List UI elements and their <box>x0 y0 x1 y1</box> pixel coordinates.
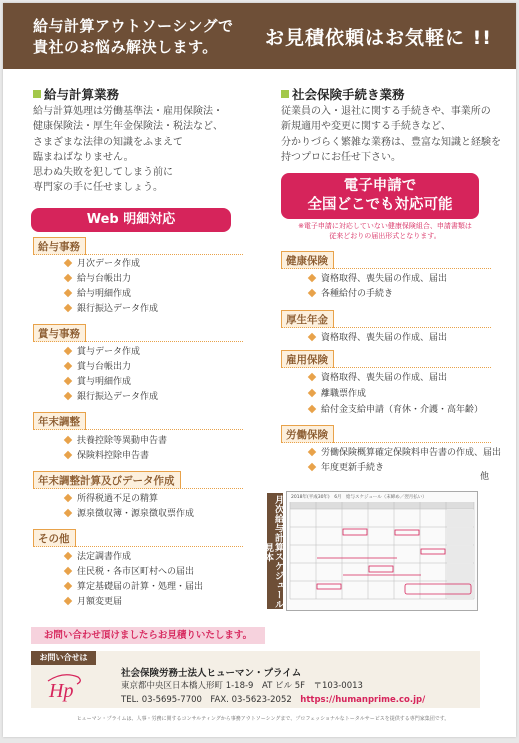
category-year-end: 年末調整 <box>33 412 86 430</box>
list-item: 銀行振込データ作成 <box>65 301 158 314</box>
diamond-bullet-icon <box>64 304 72 312</box>
other-note: 他 <box>480 472 490 482</box>
list-item: 賞与データ作成 <box>65 344 140 357</box>
category-payroll: 給与事務 <box>33 237 86 255</box>
list-item: 月次データ作成 <box>65 256 140 269</box>
diamond-bullet-icon <box>64 494 72 502</box>
diamond-bullet-icon <box>308 274 316 282</box>
company-name: 社会保険労務士法人ヒューマン・プライム <box>121 668 302 679</box>
square-bullet-icon <box>281 90 289 98</box>
company-phone-fax: TEL. 03-5695-7700 FAX. 03-5623-2052 https://humanprime.co.jp/ <box>121 695 426 705</box>
category-health-insurance: 健康保険 <box>281 251 334 269</box>
diamond-bullet-icon <box>64 567 72 575</box>
diamond-bullet-icon <box>64 436 72 444</box>
calendar-sample-image <box>286 491 478 611</box>
diamond-bullet-icon <box>64 582 72 590</box>
list-item: 給与台帳出力 <box>65 271 131 284</box>
list-item: 離職票作成 <box>309 386 366 399</box>
diamond-bullet-icon <box>64 347 72 355</box>
category-employment-insurance: 雇用保険 <box>281 350 334 368</box>
list-item: 住民税・各市区町村への届出 <box>65 564 194 577</box>
header-banner <box>3 3 516 69</box>
diamond-bullet-icon <box>308 289 316 297</box>
diamond-bullet-icon <box>64 451 72 459</box>
list-item: 労働保険概算確定保険料申告書の作成、届出 <box>309 445 501 458</box>
list-item: 算定基礎届の計算・処理・届出 <box>65 579 203 592</box>
list-item: 賞与台帳出力 <box>65 359 131 372</box>
flyer-page <box>3 3 516 737</box>
list-item: 賞与明細作成 <box>65 374 131 387</box>
category-pension: 厚生年金 <box>281 310 334 328</box>
list-item: 年度更新手続き <box>309 460 384 473</box>
list-item: 法定調書作成 <box>65 549 131 562</box>
list-item: 資格取得、喪失届の作成、届出 <box>309 271 447 284</box>
diamond-bullet-icon <box>64 289 72 297</box>
calendar-sample-label: 月次給与計算スケジュール見本 <box>263 495 283 609</box>
header-line-2: 貴社のお悩み解決します。 <box>33 38 218 56</box>
diamond-bullet-icon <box>308 389 316 397</box>
payroll-section-title: 給与計算業務 <box>33 85 119 103</box>
list-item: 給付金支給申請（育休・介護・高年齢） <box>309 402 483 415</box>
company-address: 東京都中央区日本橋人形町 1-18-9 AT ビル 5F 〒103-0013 <box>121 681 363 691</box>
calendar-grid-graphic <box>287 492 477 610</box>
social-insurance-description: 従業員の入・退社に関する手続きや、事業所の 新規適用や変更に関する手続きなど、 分かりづらく繁雑な業務は、豊富な知識と経験を 持つプロにお任せ下さい。 <box>281 106 501 163</box>
category-labor-insurance: 労働保険 <box>281 425 334 443</box>
diamond-bullet-icon <box>308 333 316 341</box>
category-bonus: 賞与事務 <box>33 324 86 342</box>
company-url-link[interactable]: https://humanprime.co.jp/ <box>300 695 426 705</box>
diamond-bullet-icon <box>64 509 72 517</box>
diamond-bullet-icon <box>308 448 316 456</box>
e-application-note: ※電子申請に対応していない健康保険組合、申請書類は 従来どおりの届出形式となります。 <box>298 222 472 240</box>
list-item: 給与明細作成 <box>65 286 131 299</box>
diamond-bullet-icon <box>64 274 72 282</box>
list-item: 保険料控除申告書 <box>65 448 149 461</box>
diamond-bullet-icon <box>64 377 72 385</box>
list-item: 源泉徴収簿・源泉徴収票作成 <box>65 506 194 519</box>
square-bullet-icon <box>33 90 41 98</box>
diamond-bullet-icon <box>64 259 72 267</box>
category-other: その他 <box>33 529 76 547</box>
list-item: 所得税過不足の精算 <box>65 491 158 504</box>
category-year-end-calc: 年末調整計算及びデータ作成 <box>33 471 181 489</box>
header-line-1: 給与計算アウトソーシングで <box>33 17 234 35</box>
svg-text:Hp: Hp <box>49 680 74 702</box>
web-payslip-banner: Web 明細対応 <box>31 208 231 232</box>
e-application-box: 電子申請で 全国どこでも対応可能 <box>281 173 479 219</box>
list-item: 各種給付の手続き <box>309 286 393 299</box>
footer-contact <box>31 651 480 708</box>
list-item: 月額変更届 <box>65 594 122 607</box>
fine-print: ヒューマン・プライムは、人事・労務に関するコンサルティングから事務アウトソーシングまで、プロフェッショナルなトータルサービスを提供する専門家集団です。 <box>76 716 450 722</box>
list-item: 扶養控除等異動申告書 <box>65 433 167 446</box>
diamond-bullet-icon <box>64 597 72 605</box>
company-logo <box>43 667 83 705</box>
diamond-bullet-icon <box>64 552 72 560</box>
inquiry-bar: お問い合わせ頂けましたらお見積りいたします。 <box>31 627 265 644</box>
payroll-description: 給与計算処理は労働基準法・雇用保険法・ 健康保険法・厚生年金保険法・税法など、 さまざまな法律の知識をふまえて 臨まねばなりません。 思わぬ失敗を犯してしまう前に 専門家の手に任せましょう。 <box>33 106 223 194</box>
contact-tag: お問い合せは <box>31 651 96 665</box>
list-item: 資格取得、喪失届の作成、届出 <box>309 330 447 343</box>
calendar-title: 2018年(平成30年) 6月 給与スケジュール（末締め／翌月払い） <box>291 495 427 500</box>
list-item: 資格取得、喪失届の作成、届出 <box>309 370 447 383</box>
header-cta: お見積依頼はお気軽に !! <box>265 27 492 49</box>
diamond-bullet-icon <box>308 463 316 471</box>
diamond-bullet-icon <box>64 392 72 400</box>
diamond-bullet-icon <box>308 405 316 413</box>
social-insurance-section-title: 社会保険手続き業務 <box>281 85 405 103</box>
list-item: 銀行振込データ作成 <box>65 389 158 402</box>
diamond-bullet-icon <box>64 362 72 370</box>
diamond-bullet-icon <box>308 373 316 381</box>
